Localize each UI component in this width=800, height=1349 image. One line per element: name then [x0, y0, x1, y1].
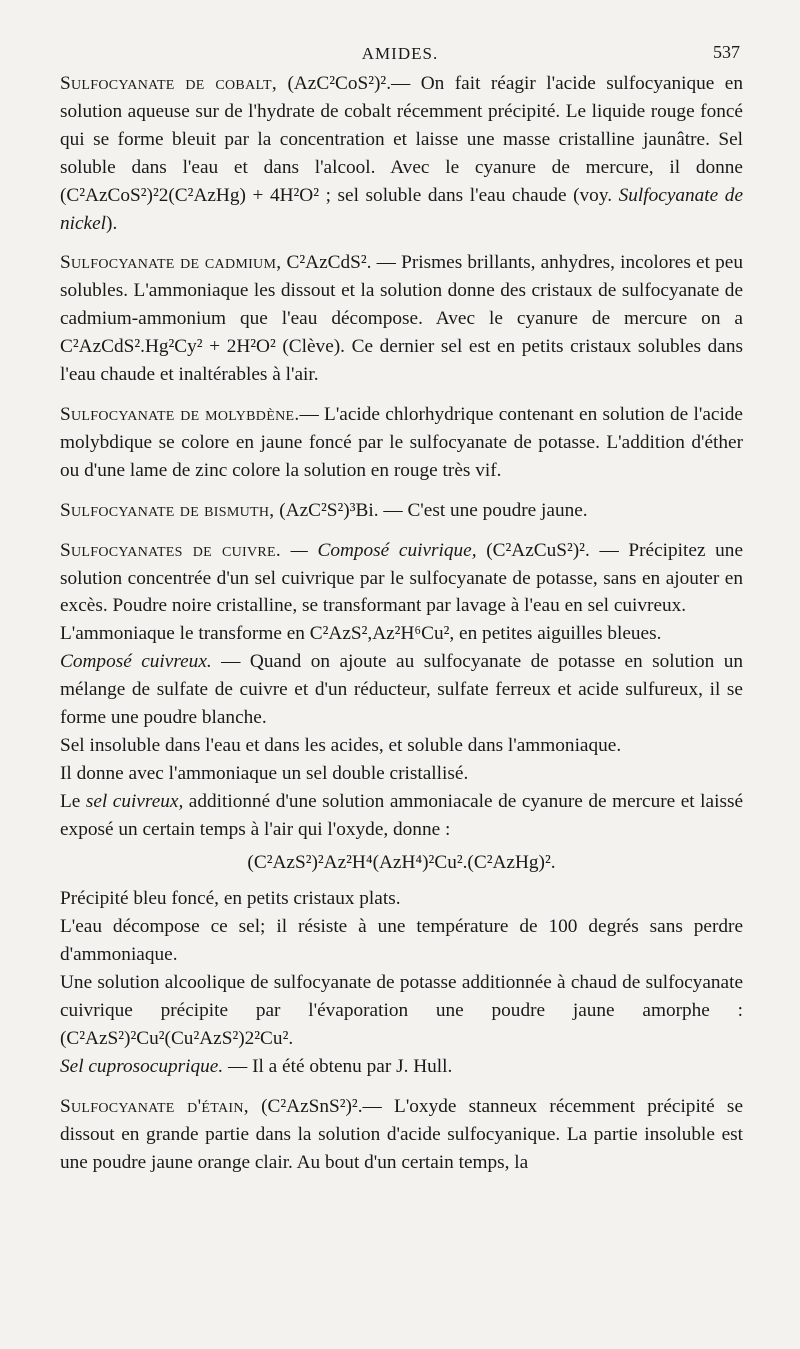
- entry-formula: (AzC²S²)³Bi.: [274, 499, 379, 521]
- page-number: 537: [713, 42, 740, 62]
- paragraph-cuprosocuprique: [60, 1053, 743, 1081]
- paragraph-text: — Prismes brillants, anhydres, incolores et peu solubles. L'ammoniaque les dissout et la solution donne des cristaux de sulfocyanate de cadmium-ammonium que l'eau décompose. Avec le cyanure de mercure on a C²AzCdS².Hg²Cy² + 2H²O² (Clève). Ce dernier sel est en petits cristaux solubles dans l'eau chaude et inaltérables à l'air.: [60, 252, 743, 386]
- subheading: sel cuivreux,: [85, 790, 184, 812]
- paragraph-text: — On fait réagir l'acide sulfocyanique en solution aqueuse sur de l'hydrate de cobalt récemment précipité. Le liquide rouge foncé qui se forme bleuit par la concentration et laisse une masse cristalline jaunâtre. Sel soluble dans l'eau et dans l'alcool. Avec le cyanure de mercure, il donne (C²AzCoS²)²2(C²AzHg) + 4H²O² ; sel soluble dans l'eau chaude (voy.: [60, 73, 743, 206]
- entry-heading: Sulfocyanate d'étain,: [60, 1095, 249, 1117]
- subheading: Sel cuprosocuprique.: [60, 1055, 224, 1077]
- paragraph-sel-cuivreux: [60, 788, 743, 844]
- page-header: [60, 40, 740, 70]
- entry-formula: C²AzCdS².: [281, 252, 372, 274]
- paragraph-text: — L'oxyde stanneux récemment précipité se dissout en grande partie dans la solution d'acide sulfocyanique. La partie insoluble est une poudre jaune orange clair. Au bout d'un certain temps, la: [60, 1095, 743, 1173]
- entry-formula: (AzC²CoS²)².: [277, 73, 392, 94]
- paragraph-text: Une solution alcoolique de sulfocyanate de potasse additionnée à chaud de sulfocyanate cuivrique précipite par l'évaporation une poudre jaune amorphe : (C²AzS²)²Cu²(Cu²AzS²)2²Cu².: [60, 972, 743, 1049]
- paragraph-text: — Précipitez une solution concentrée d'un sel cuivrique par le sulfocyanate de potasse, sans en ajouter en excès. Poudre noire cristalline, se transformant par lavage à l'eau en sel cuivreux.: [60, 539, 744, 617]
- paragraph-text: L'ammoniaque le transforme en C²AzS²,Az²H⁶Cu², en petites aiguilles bleues.: [60, 623, 662, 645]
- paragraph-prefix: Le: [60, 790, 86, 812]
- entry-heading: Sulfocyanate de molybdène.: [60, 403, 300, 425]
- paragraph-text: — L'acide chlorhydrique contenant en solution de l'acide molybdique se colore en jaune foncé par le sulfocyanate de potasse. L'addition d'éther ou d'une lame de zinc colore la solution en rouge très vif.: [60, 403, 743, 481]
- paragraph-cadmium: [60, 249, 743, 389]
- paragraph-molybdene: [60, 401, 743, 485]
- entry-heading: Sulfocyanate de bismuth,: [60, 499, 275, 521]
- running-title: AMIDES.: [361, 44, 439, 63]
- paragraph-text: Il donne avec l'ammoniaque un sel double cristallisé.: [60, 762, 469, 784]
- paragraph-text: Sel insoluble dans l'eau et dans les acides, et soluble dans l'ammoniaque.: [60, 734, 622, 756]
- subheading: Composé cuivreux.: [60, 651, 212, 673]
- entry-heading: Sulfocyanate de cobalt,: [60, 73, 278, 94]
- entry-formula: (C²AzCuS²)².: [476, 539, 590, 561]
- paragraph-insoluble: [60, 732, 743, 760]
- paragraph-text: additionné d'une solution ammoniacale de cyanure de mercure et laissé exposé un certain temps à l'air qui l'oxyde, donne :: [60, 790, 744, 840]
- entry-heading: Sulfocyanates de cuivre.: [60, 539, 281, 561]
- paragraph-cuivre: [60, 537, 743, 621]
- formula-line: (C²AzS²)²Az²H⁴(AzH⁴)²Cu².(C²AzHg)².: [247, 851, 556, 873]
- paragraph-text: — C'est une poudre jaune.: [378, 499, 588, 521]
- subheading: — Composé cuivrique,: [280, 539, 477, 561]
- page-body: [60, 70, 743, 1177]
- entry-formula: (C²AzSnS²)².: [248, 1095, 363, 1117]
- paragraph-etain: [60, 1093, 743, 1177]
- paragraph-compose-cuivreux: [60, 648, 743, 732]
- paragraph-eau: [60, 913, 743, 969]
- paragraph-ammoniaque: [60, 620, 743, 648]
- cross-reference: Sulfocyanate de nickel: [60, 184, 743, 234]
- paragraph-solution-alcoolique: [60, 969, 743, 1053]
- paragraph-tail: ).: [106, 212, 118, 234]
- paragraph-text: Précipité bleu foncé, en petits cristaux plats.: [60, 888, 401, 910]
- paragraph-text: L'eau décompose ce sel; il résiste à une température de 100 degrés sans perdre d'ammoniaque.: [60, 916, 743, 966]
- entry-heading: Sulfocyanate de cadmium,: [60, 252, 282, 274]
- paragraph-text: — Quand on ajoute au sulfocyanate de potasse en solution un mélange de sulfate de cuivre et d'un réducteur, sulfate ferreux et acide sulfureux, il se forme une poudre blanche.: [60, 651, 743, 729]
- paragraph-cobalt: [60, 70, 743, 237]
- paragraph-bismuth: [60, 497, 743, 525]
- paragraph-text: — Il a été obtenu par J. Hull.: [223, 1055, 453, 1077]
- paragraph-precipite: [60, 885, 743, 913]
- paragraph-sel-double: [60, 760, 743, 788]
